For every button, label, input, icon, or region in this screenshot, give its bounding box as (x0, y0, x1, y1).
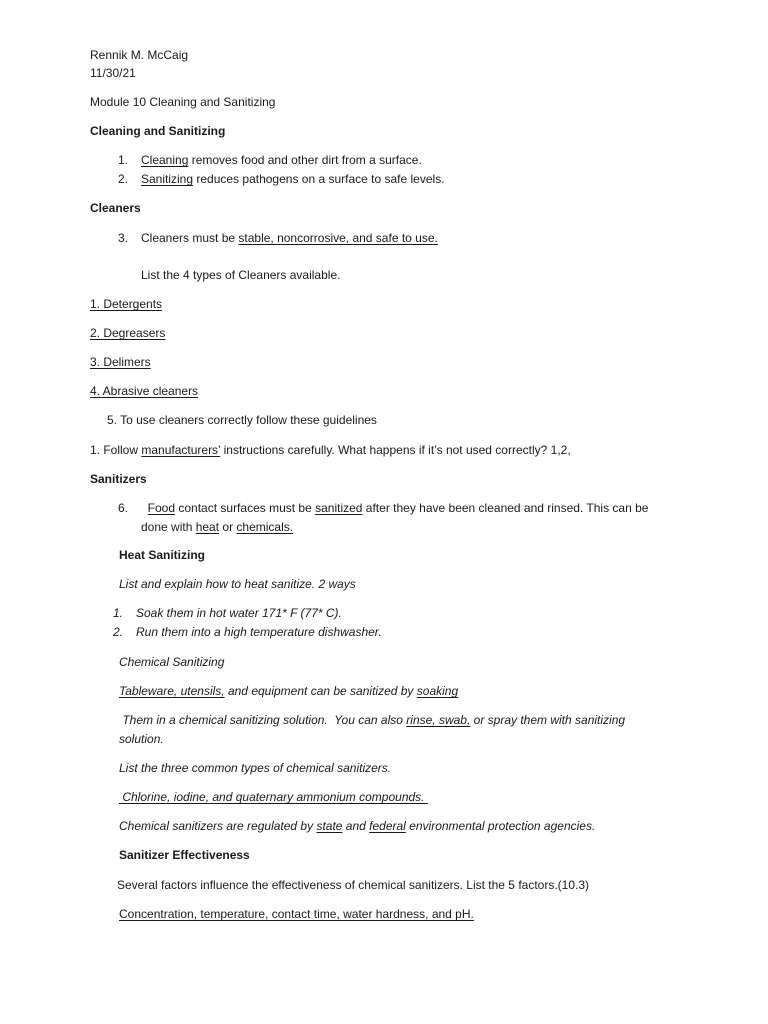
list-item-food-contact (141, 499, 648, 517)
section-heading-sanitizers: Sanitizers (90, 472, 147, 486)
cleaner-type-item: 2. Degreasers (90, 326, 166, 340)
list-item-text: removes food and other dirt from a surface. (188, 153, 422, 167)
heat-sanitize-prompt: List and explain how to heat sanitize. 2 ways (119, 577, 356, 591)
answer-term: chemicals. (236, 520, 294, 534)
cleaner-type-item: 1. Detergents (90, 297, 163, 311)
answer-term: state (316, 819, 343, 833)
answer-term: Food (147, 501, 176, 515)
answer-term: Cleaning (141, 153, 189, 167)
paragraph-text: and (342, 819, 370, 833)
list-item-sanitizing (141, 170, 445, 188)
cleaner-types-prompt: List the 4 types of Cleaners available. (141, 268, 341, 282)
list-number: 6. (118, 501, 129, 515)
cleaner-type-item: 3. Delimers (90, 355, 151, 369)
module-title: Module 10 Cleaning and Sanitizing (90, 95, 276, 109)
list-item-cleaning (141, 151, 422, 169)
paragraph-text: Them in a chemical sanitizing solution. You can also (119, 713, 407, 727)
list-number: 1. (118, 153, 129, 167)
heat-method-item: Run them into a high temperature dishwasher. (136, 625, 382, 639)
chemical-paragraph-1 (119, 682, 458, 700)
subheading-chemical-sanitizing: Chemical Sanitizing (119, 655, 225, 669)
list-item-cleaners-must-be (141, 229, 438, 247)
document-date: 11/30/21 (90, 66, 136, 80)
paragraph-text: Chemical sanitizers are regulated by (119, 819, 317, 833)
answer-term: federal (369, 819, 406, 833)
guidelines-intro: 5. To use cleaners correctly follow these guidelines (107, 413, 377, 427)
answer-term: soaking (416, 684, 459, 698)
author-name: Rennik M. McCaig (90, 48, 189, 62)
list-number: 1. (113, 606, 124, 620)
list-item-text: after they have been cleaned and rinsed. This can be (362, 501, 649, 515)
list-item-text: Cleaners must be (141, 231, 239, 245)
paragraph-text: or spray them with sanitizing (470, 713, 626, 727)
list-item-food-contact-continued (141, 518, 293, 536)
list-item-text: contact surfaces must be (175, 501, 316, 515)
regulation-sentence (119, 817, 595, 835)
answer-term: sanitized (315, 501, 363, 515)
list-item-text: or (219, 520, 237, 534)
guideline-text: 1. Follow (90, 443, 142, 457)
list-number: 2. (118, 172, 129, 186)
paragraph-text: environmental protection agencies. (405, 819, 596, 833)
list-number: 3. (118, 231, 129, 245)
chemical-paragraph-2 (119, 711, 625, 729)
subheading-sanitizer-effectiveness: Sanitizer Effectiveness (119, 848, 250, 862)
answer-term: heat (195, 520, 220, 534)
answer-text: stable, noncorrosive, and safe to use. (238, 231, 438, 245)
subheading-heat-sanitizing: Heat Sanitizing (119, 548, 206, 562)
paragraph-text: and equipment can be sanitized by (224, 684, 417, 698)
effectiveness-answer: Concentration, temperature, contact time, water hardness, and pH. (119, 907, 474, 921)
chemical-paragraph-2-continued: solution. (119, 732, 164, 746)
cleaner-type-item: 4. Abrasive cleaners (90, 384, 199, 398)
list-number: 2. (113, 625, 124, 639)
answer-term: manufacturers’ (141, 443, 221, 457)
answer-term: Tableware, utensils, (119, 684, 225, 698)
effectiveness-prompt: Several factors influence the effectiveness of chemical sanitizers. List the 5 factors.(10.3) (117, 878, 590, 892)
heat-method-item: Soak them in hot water 171* F (77* C). (136, 606, 342, 620)
answer-term: Sanitizing (141, 172, 194, 186)
chemical-types-answer: Chlorine, iodine, and quaternary ammonium compounds. (119, 790, 428, 804)
answer-term: rinse, swab, (406, 713, 471, 727)
guideline-item (90, 441, 571, 459)
indent-space (141, 501, 148, 515)
guideline-text: instructions carefully. What happens if it’s not used correctly? 1,2, (220, 443, 571, 457)
chemical-types-prompt: List the three common types of chemical sanitizers. (119, 761, 392, 775)
list-item-text: reduces pathogens on a surface to safe levels. (193, 172, 445, 186)
section-heading-cleaning-sanitizing: Cleaning and Sanitizing (90, 124, 226, 138)
list-item-text: done with (141, 520, 196, 534)
section-heading-cleaners: Cleaners (90, 201, 141, 215)
